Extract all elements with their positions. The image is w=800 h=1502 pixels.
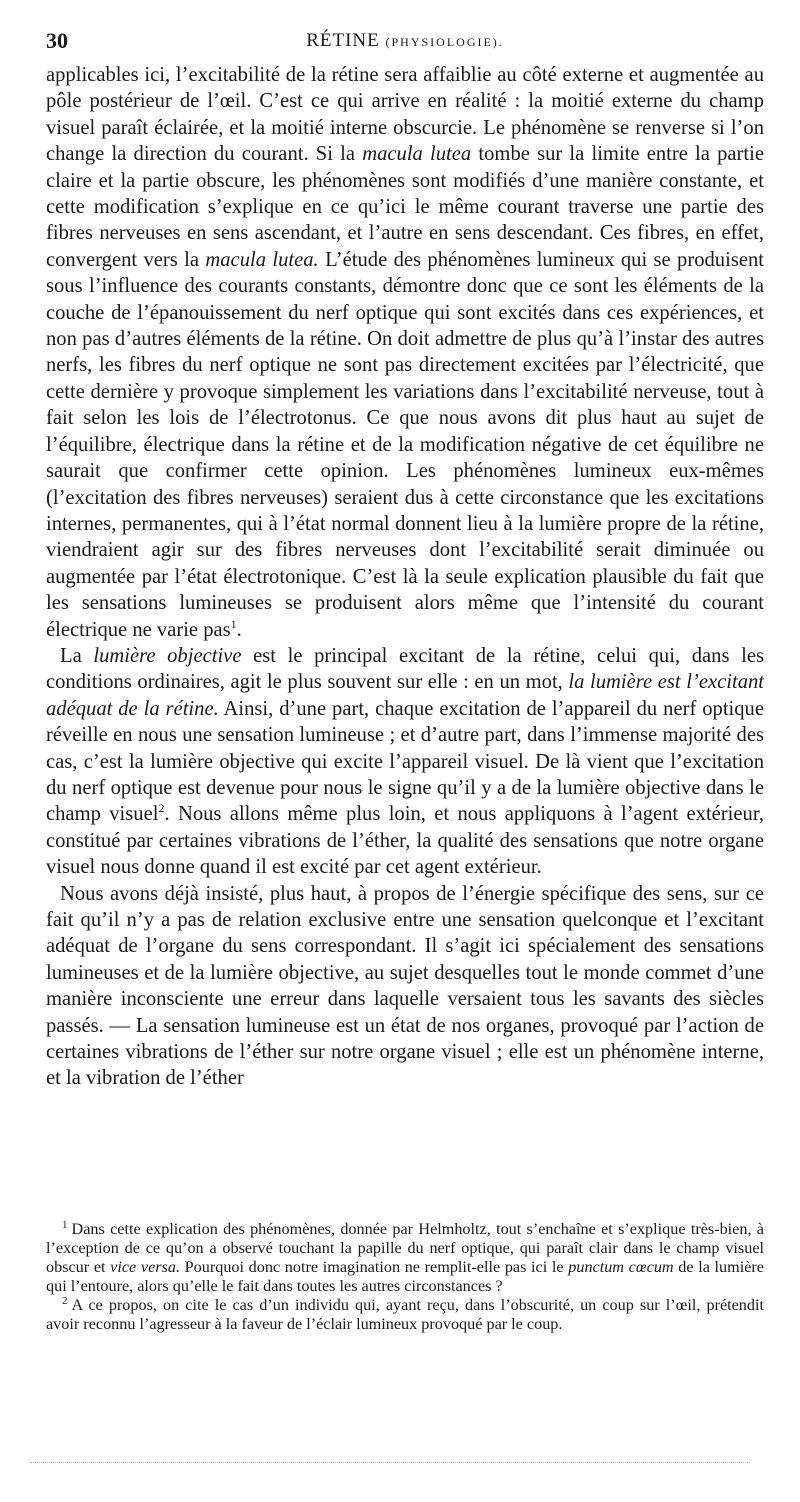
- italic-term: la lumière est l’excitant adéquat de la rétine.: [46, 671, 765, 720]
- italic-term: macula lutea: [362, 143, 472, 166]
- text-run: de la lumière qui l’entoure, alors qu’elle le fait dans toutes les autres circonstances ?: [46, 1258, 764, 1295]
- footnotes: [46, 1220, 764, 1334]
- running-title-sub: (PHYSIOLOGIE).: [385, 35, 504, 49]
- text-run: .: [236, 618, 242, 641]
- paragraph-3: [46, 881, 764, 1092]
- text-run: La: [60, 644, 94, 667]
- footnote-2: [46, 1296, 764, 1334]
- footnote-mark: 1: [62, 1218, 68, 1231]
- text-run: applicables ici, l’excitabilité de la rétine sera affaiblie au côté externe et augmentée au pôle postérieur de l’œil. C’est ce qui arrive en réalité : la moitié externe du champ visuel paraît éclairée, et la moitié interne obscurcie. Le phénomène se renverse si l’on change la direction du courant. Si la: [46, 64, 764, 166]
- text-run: L’étude des phénomènes lumineux qui se produisent sous l’influence des courants constants, démontre donc que ce sont les éléments de la couche de l’épanouissement du nerf optique qui sont excités dans ces expériences, et non pas d’autres éléments de la rétine. On doit admettre de plus qu’à l’instar des autres nerfs, les fibres du nerf optique ne sont pas directement excitées par l’électricité, que cette dernière y provoque simplement les variations dans l’excitabilité nerveuse, tout à fait selon les lois de l’électrotonus. Ce que nous avons dit plus haut au sujet de l’équilibre, électrique dans la rétine et de la modification négative de cet équilibre ne saurait que confirmer cette opinion. Les phénomènes lumineux eux-mêmes (l’excitation des fibres nerveuses) seraient dus à cette circonstance que les excitations internes, permanentes, qui à l’état normal donnent lieu à la lumière propre de la rétine, viendraient agir sur des fibres nerveuses dont l’excitabilité serait diminuée ou augmentée par l’état électrotonique. C’est là la seule explication plausible du fait que les sensations lumineuses se produisent alors même que l’intensité du courant électrique ne varie pas: [46, 248, 765, 641]
- page-number: 30: [46, 28, 68, 53]
- text-run: Ainsi, d’une part, chaque excitation de l’appareil du nerf optique réveille en nous une sensation lumineuse ; et d’autre part, dans l’immense majorité des cas, c’est la lumière objective qui excite l’appareil visuel. De là vient que l’excitation du nerf optique est devenue pour nous le signe qu’il y a de la lumière objective dans le champ visuel: [46, 697, 764, 826]
- italic-term: macula lutea.: [205, 248, 319, 271]
- text-run: tombe sur la limite entre la partie claire et la partie obscure, les phénomènes sont modifiés d’une manière constante, et cette modification s’explique en ce qu’ici le même courant traverse une partie des fibres nerveuses en sens ascendant, et l’autre en sens descendant. Ces fibres, en effet, convergent vers la: [46, 143, 764, 271]
- paragraph-2: [46, 643, 764, 881]
- running-header: [46, 28, 764, 56]
- italic-term: vice versa.: [110, 1258, 180, 1276]
- text-run: Pourquoi donc notre imagination ne remplit-elle pas ici le: [180, 1258, 569, 1276]
- bottom-rule: [30, 1462, 750, 1463]
- footnote-reference: 1: [230, 616, 237, 631]
- italic-term: punctum cœcum: [568, 1258, 674, 1276]
- running-title: [46, 30, 764, 52]
- text-run: Dans cette explication des phénomènes, donnée par Helmholtz, tout s’enchaîne et s’explique très-bien, à l’exception de ce qu’on a observé touchant la papille du nerf optique, qui paraît clair dans le champ visuel obscur et: [46, 1220, 764, 1276]
- running-title-main: RÉTINE: [306, 30, 380, 51]
- italic-term: lumière objective: [93, 644, 242, 667]
- body-text: [46, 62, 764, 1092]
- footnote-mark: 2: [62, 1294, 68, 1307]
- text-run: est le principal excitant de la rétine, celui qui, dans les conditions ordinaires, agit le plus souvent sur elle : en un mot,: [46, 644, 764, 694]
- text-run: A ce propos, on cite le cas d’un individu qui, ayant reçu, dans l’obscurité, un coup sur l’œil, prétendit avoir reconnu l’agresseur à la faveur de l’éclair lumineux provoqué par le coup.: [46, 1296, 764, 1333]
- footnote-1: [46, 1220, 764, 1296]
- footnote-reference: 2: [158, 801, 165, 816]
- text-run: Nous avons déjà insisté, plus haut, à propos de l’énergie spécifique des sens, sur ce fait qu’il n’y a pas de relation exclusive entre une sensation quelconque et l’excitant adéquat de l’organe du sens correspondant. Il s’agit ici spécialement des sensations lumineuses et de la lumière objective, au sujet desquelles tout le monde commet d’une manière inconsciente une erreur dans laquelle versaient tous les savants des siècles passés. — La sensation lumineuse est un état de nos organes, provoqué par l’action de certaines vibrations de l’éther sur notre organe visuel ; elle est un phénomène interne, et la vibration de l’éther: [46, 882, 764, 1090]
- paragraph-1: [46, 62, 764, 643]
- text-run: . Nous allons même plus loin, et nous appliquons à l’agent extérieur, constitué par certaines vibrations de l’éther, la qualité des sensations que notre organe visuel nous donne quand il est excité par cet agent extérieur.: [46, 803, 765, 879]
